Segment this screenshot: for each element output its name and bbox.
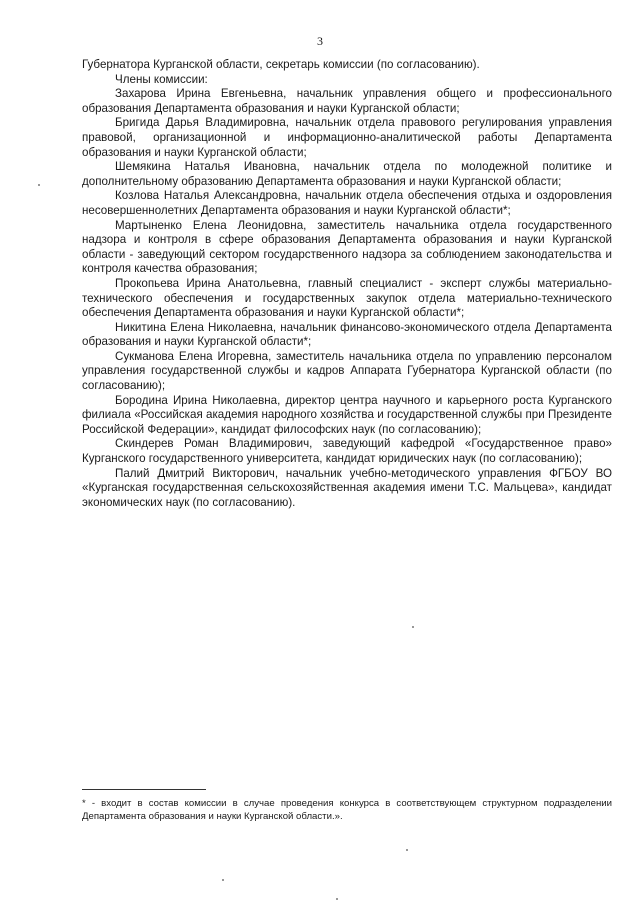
commission-members-text <box>82 58 612 510</box>
paragraph-member-nikitina: Никитина Елена Николаевна, начальник финансово-экономического отдела Департамента образования и науки Курганской области*; <box>82 320 612 349</box>
footnote: * - входит в состав комиссии в случае проведения конкурса в соответствующем структурном подразделении Департамента образования и науки Курганской области.». <box>82 798 612 822</box>
paragraph-members-heading: Члены комиссии: <box>115 72 208 86</box>
paragraph-member-borodina: Бородина Ирина Николаевна, директор центра научного и карьерного роста Курганского филиала «Российская академия народного хозяйства и государственной службы при Президенте Российской Федерации», кандидат философских наук (по согласованию); <box>82 393 612 436</box>
paragraph-secretary-continuation: Губернатора Курганской области, секретарь комиссии (по согласованию). <box>82 58 480 71</box>
scan-speck <box>222 879 224 881</box>
scan-speck <box>412 626 414 628</box>
paragraph-member-martynenko: Мартыненко Елена Леонидовна, заместитель начальника отдела государственного надзора и контроля в сфере образования Департамента образования и науки Курганской области - заведующий сектором государственного надзора за соблюдением законодательства и контроля качества образования; <box>82 218 612 276</box>
footnote-separator <box>82 789 206 790</box>
paragraph-member-shemyakina: Шемякина Наталья Ивановна, начальник отдела по молодежной политике и дополнительному образованию Департамента образования и науки Курганской области; <box>82 160 612 188</box>
scan-speck <box>406 849 408 851</box>
paragraph-member-brigida: Бригида Дарья Владимировна, начальник отдела правового регулирования управления правовой, организационной и информационно-аналитической работы Департамента образования и науки Курганской области; <box>82 116 612 159</box>
paragraph-member-kozlova: Козлова Наталья Александровна, начальник отдела обеспечения отдыха и оздоровления несовершеннолетних Департамента образования и науки Курганской области*; <box>82 189 612 217</box>
paragraph-member-zakharova: Захарова Ирина Евгеньевна, начальник управления общего и профессионального образования Департамента образования и науки Курганской области; <box>82 87 612 115</box>
paragraph-member-skinderev: Скиндерев Роман Владимирович, заведующий кафедрой «Государственное право» Курганского государственного университета, кандидат юридических наук (по согласованию); <box>82 437 612 466</box>
scan-speck <box>38 184 40 186</box>
paragraph-member-paliy: Палий Дмитрий Викторович, начальник учебно-методического управления ФГБОУ ВО «Курганская государственная сельскохозяйственная академия имени Т.С. Мальцева», кандидат экономических наук (по согласованию). <box>82 466 612 509</box>
scan-speck <box>336 898 338 900</box>
paragraph-member-prokopyeva: Прокопьева Ирина Анатольевна, главный специалист - эксперт службы материально-технического обеспечения и государственных закупок отдела материально-технического обеспечения Департамента образования и науки Курганской области*; <box>82 276 612 320</box>
page-number: 3 <box>317 34 323 48</box>
paragraph-member-sukmanova: Сукманова Елена Игоревна, заместитель начальника отдела по управлению персоналом управления государственной службы и кадров Аппарата Губернатора Курганской области (по согласованию); <box>82 349 612 393</box>
